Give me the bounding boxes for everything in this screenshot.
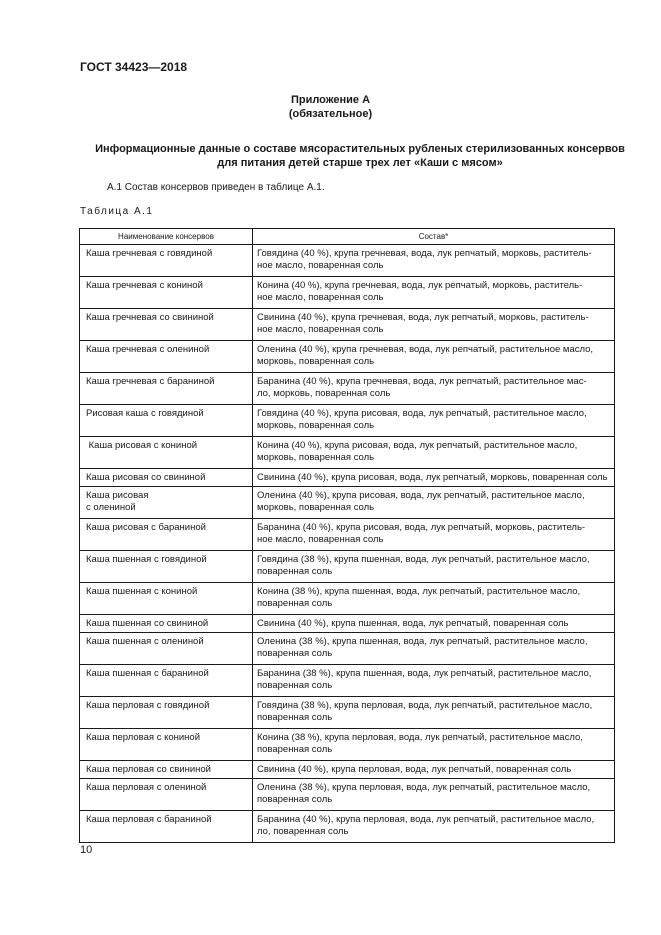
product-name-line: Каша гречневая с говядиной xyxy=(86,248,213,259)
composition-line: морковь, поваренная соль xyxy=(257,452,375,463)
composition-line: Конина (40 %), крупа рисовая, вода, лук репчатый, растительное масло, xyxy=(257,440,578,451)
composition-cell xyxy=(253,469,615,487)
composition-line: Говядина (40 %), крупа гречневая, вода, лук репчатый, морковь, раститель- xyxy=(257,248,592,259)
composition-cell xyxy=(253,633,615,665)
composition-cell xyxy=(253,309,615,341)
product-name-cell xyxy=(80,437,253,469)
composition-line: морковь, поваренная соль xyxy=(257,420,375,431)
composition-line: Свинина (40 %), крупа перловая, вода, лук репчатый, поваренная соль xyxy=(257,764,572,775)
table-row xyxy=(80,729,615,761)
appendix-title: Приложение А xyxy=(290,94,371,106)
composition-line: Оленина (40 %), крупа рисовая, вода, лук репчатый, растительное масло, xyxy=(257,490,585,501)
product-name-cell xyxy=(80,779,253,811)
composition-line: Свинина (40 %), крупа рисовая, вода, лук репчатый, морковь, поваренная соль xyxy=(257,472,608,483)
page-number: 10 xyxy=(80,844,93,856)
product-name-cell xyxy=(80,729,253,761)
composition-cell xyxy=(253,437,615,469)
composition-line: поваренная соль xyxy=(257,648,333,659)
product-name-line: Каша гречневая с бараниной xyxy=(86,376,215,387)
table-row xyxy=(80,487,615,519)
table-row xyxy=(80,633,615,665)
product-name-line: Каша рисовая со свининой xyxy=(86,472,206,483)
composition-line: Оленина (40 %), крупа гречневая, вода, лук репчатый, растительное масло, xyxy=(257,344,594,355)
table-row xyxy=(80,697,615,729)
product-name-line: Каша перловая с бараниной xyxy=(86,814,212,825)
product-name-cell xyxy=(80,373,253,405)
composition-line: Свинина (40 %), крупа пшенная, вода, лук репчатый, поваренная соль xyxy=(257,618,569,629)
composition-line: ное масло, поваренная соль xyxy=(257,534,384,545)
composition-line: ло, поваренная соль xyxy=(257,826,349,837)
composition-line: поваренная соль xyxy=(257,744,333,755)
composition-cell xyxy=(253,245,615,277)
product-name-cell xyxy=(80,245,253,277)
composition-cell xyxy=(253,615,615,633)
product-name-cell xyxy=(80,761,253,779)
appendix-status: (обязательное) xyxy=(288,108,373,120)
composition-cell xyxy=(253,373,615,405)
product-name-line: Каша пшенная с кониной xyxy=(86,586,198,597)
product-name-line: Каша пшенная с олениной xyxy=(86,636,204,647)
composition-line: ло, морковь, поваренная соль xyxy=(257,388,391,399)
composition-table xyxy=(79,228,615,843)
composition-cell xyxy=(253,405,615,437)
table-row xyxy=(80,811,615,843)
standard-code: ГОСТ 34423—2018 xyxy=(80,60,188,74)
composition-line: поваренная соль xyxy=(257,794,333,805)
product-name-cell xyxy=(80,341,253,373)
product-name-cell xyxy=(80,519,253,551)
product-name-cell xyxy=(80,633,253,665)
header-product-name: Наименование консервов xyxy=(80,229,253,245)
composition-line: поваренная соль xyxy=(257,712,333,723)
composition-line: Говядина (38 %), крупа перловая, вода, лук репчатый, растительное масло, xyxy=(257,700,593,711)
composition-cell xyxy=(253,519,615,551)
composition-line: ное масло, поваренная соль xyxy=(257,260,384,271)
composition-line: Конина (40 %), крупа гречневая, вода, лук репчатый, морковь, раститель- xyxy=(257,280,583,291)
product-name-cell xyxy=(80,487,253,519)
product-name-line: Каша пшенная с бараниной xyxy=(86,668,209,679)
product-name-line: Каша пшенная со свининой xyxy=(86,618,209,629)
composition-line: Баранина (40 %), крупа гречневая, вода, лук репчатый, растительное мас- xyxy=(257,376,587,387)
composition-line: поваренная соль xyxy=(257,680,333,691)
document-title xyxy=(60,142,660,170)
composition-cell xyxy=(253,551,615,583)
table-row xyxy=(80,779,615,811)
product-name-cell xyxy=(80,811,253,843)
composition-cell xyxy=(253,779,615,811)
composition-line: Конина (38 %), крупа перловая, вода, лук репчатый, растительное масло, xyxy=(257,732,583,743)
product-name-line: Каша гречневая со свининой xyxy=(86,312,214,323)
product-name-cell xyxy=(80,405,253,437)
product-name-cell xyxy=(80,469,253,487)
table-row xyxy=(80,761,615,779)
table-row xyxy=(80,373,615,405)
product-name-line: Каша рисовая с кониной xyxy=(86,440,198,451)
table-header-row xyxy=(80,229,615,245)
composition-cell xyxy=(253,487,615,519)
composition-line: Конина (38 %), крупа пшенная, вода, лук репчатый, растительное масло, xyxy=(257,586,581,597)
product-name-cell xyxy=(80,551,253,583)
product-name-cell xyxy=(80,665,253,697)
title-line-1: Информационные данные о составе мясорастительных рубленых стерилизованных консервов xyxy=(95,143,625,155)
composition-cell xyxy=(253,341,615,373)
composition-cell xyxy=(253,761,615,779)
composition-line: Говядина (38 %), крупа пшенная, вода, лук репчатый, растительное масло, xyxy=(257,554,590,565)
product-name-cell xyxy=(80,615,253,633)
product-name-line: Каша рисовая с бараниной xyxy=(86,522,206,533)
table-row xyxy=(80,309,615,341)
composition-line: Баранина (40 %), крупа перловая, вода, лук репчатый, растительное масло, xyxy=(257,814,595,825)
product-name-cell xyxy=(80,277,253,309)
product-name-cell xyxy=(80,697,253,729)
title-line-2: для питания детей старше трех лет «Каши с мясом» xyxy=(217,157,503,169)
composition-cell xyxy=(253,665,615,697)
table-row xyxy=(80,519,615,551)
product-name-cell xyxy=(80,309,253,341)
table-row xyxy=(80,469,615,487)
product-name-cell xyxy=(80,583,253,615)
product-name-line: Каша гречневая с олениной xyxy=(86,344,210,355)
composition-line: Баранина (40 %), крупа рисовая, вода, лук репчатый, морковь, раститель- xyxy=(257,522,586,533)
composition-cell xyxy=(253,811,615,843)
product-name-line: с олениной xyxy=(86,502,136,513)
composition-line: Оленина (38 %), крупа перловая, вода, лук репчатый, растительное масло, xyxy=(257,782,591,793)
composition-line: Оленина (38 %), крупа пшенная, вода, лук репчатый, растительное масло, xyxy=(257,636,588,647)
composition-line: поваренная соль xyxy=(257,566,333,577)
product-name-line: Каша перловая со свининой xyxy=(86,764,211,775)
table-row xyxy=(80,615,615,633)
product-name-line: Каша гречневая с кониной xyxy=(86,280,203,291)
appendix-heading xyxy=(0,93,661,121)
table-row xyxy=(80,405,615,437)
header-composition: Состав* xyxy=(253,229,615,245)
composition-line: ное масло, поваренная соль xyxy=(257,292,384,303)
composition-cell xyxy=(253,277,615,309)
intro-paragraph: А.1 Состав консервов приведен в таблице А.1. xyxy=(107,182,325,193)
composition-cell xyxy=(253,729,615,761)
table-row xyxy=(80,665,615,697)
product-name-line: Каша перловая с олениной xyxy=(86,782,207,793)
composition-line: поваренная соль xyxy=(257,598,333,609)
table-row xyxy=(80,583,615,615)
table-row xyxy=(80,341,615,373)
product-name-line: Рисовая каша с говядиной xyxy=(86,408,204,419)
table-row xyxy=(80,551,615,583)
composition-line: ное масло, поваренная соль xyxy=(257,324,384,335)
composition-line: морковь, поваренная соль xyxy=(257,502,375,513)
product-name-line: Каша перловая с говядиной xyxy=(86,700,210,711)
composition-cell xyxy=(253,583,615,615)
composition-line: Свинина (40 %), крупа гречневая, вода, лук репчатый, морковь, раститель- xyxy=(257,312,589,323)
table-row xyxy=(80,437,615,469)
composition-line: Говядина (40 %), крупа рисовая, вода, лук репчатый, растительное масло, xyxy=(257,408,587,419)
table-row xyxy=(80,245,615,277)
product-name-line: Каша рисовая xyxy=(86,490,149,501)
product-name-line: Каша перловая с кониной xyxy=(86,732,201,743)
composition-cell xyxy=(253,697,615,729)
composition-line: Баранина (38 %), крупа пшенная, вода, лук репчатый, растительное масло, xyxy=(257,668,592,679)
composition-line: морковь, поваренная соль xyxy=(257,356,375,367)
table-body xyxy=(80,245,615,843)
table-label: Таблица А.1 xyxy=(80,206,154,217)
table-row xyxy=(80,277,615,309)
product-name-line: Каша пшенная с говядиной xyxy=(86,554,207,565)
